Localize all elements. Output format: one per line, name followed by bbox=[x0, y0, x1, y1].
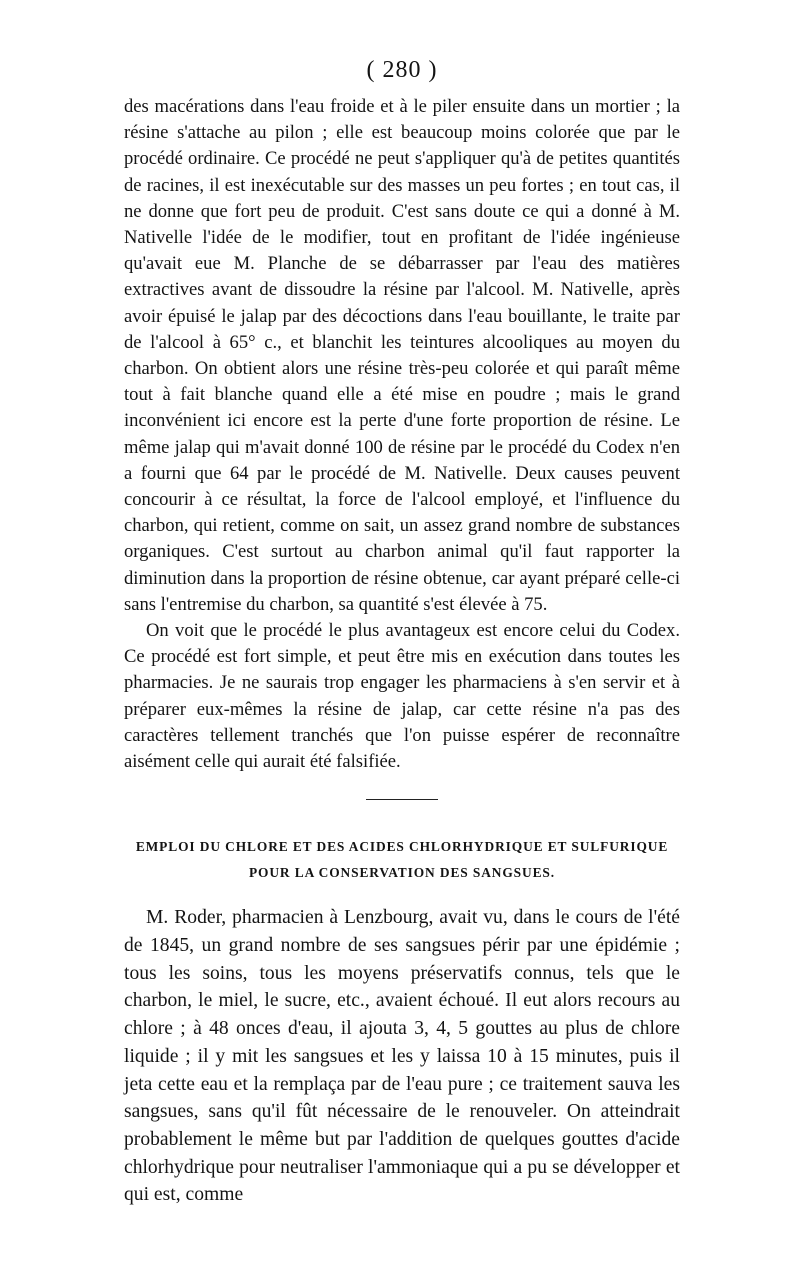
book-page bbox=[124, 56, 680, 1209]
section-heading bbox=[114, 834, 690, 886]
page-number: ( 280 ) bbox=[366, 57, 438, 83]
paragraph-sangsues: M. Roder, pharmacien à Lenzbourg, avait vu, dans le cours de l'été de 1845, un grand nombre de ses sangsues périr par une épidémie ; tous les soins, tous les moyens préservatifs connus, tels que le charbon, le miel, le sucre, etc., avaient échoué. Il eut alors recours au chlore ; à 48 onces d'eau, il ajouta 3, 4, 5 gouttes au plus de chlore liquide ; il y mit les sangsues et les y laissa 10 à 15 minutes, puis il jeta cette eau et la remplaça par de l'eau pure ; ce traitement sauva les sangsues, sans qu'il fût nécessaire de le renouveler. On atteindrait probablement le même but par l'addition de quelques gouttes d'acide chlorhydrique pour neutraliser l'ammoniaque qui a pu se développer et qui est, comme bbox=[124, 907, 680, 1206]
section-heading-line-1: EMPLOI DU CHLORE ET DES ACIDES CHLORHYDRIQUE ET SULFURIQUE bbox=[135, 839, 669, 855]
paragraph-jalap-nativelle: des macérations dans l'eau froide et à le piler ensuite dans un mortier ; la résine s'attache au pilon ; elle est beaucoup moins colorée que par le procédé ordinaire. Ce procédé ne peut s'appliquer qu'à de petites quantités de racines, il est inexécutable sur des masses un peu fortes ; en tout cas, il ne donne que fort peu de produit. C'est sans doute ce qui a donné à M. Nativelle l'idée de le modifier, tout en profitant de l'idée ingénieuse qu'avait eue M. Planche de se débarrasser par l'eau des matières extractives avant de dissoudre la résine par l'alcool. M. Nativelle, après avoir épuisé le jalap par des décoctions dans l'eau bouillante, le traite par de l'alcool à 65° c., et blanchit les teintures alcooliques au moyen du charbon. On obtient alors une résine très-peu colorée et qui paraît même tout à fait blanche quand elle a été mise en poudre ; mais le grand inconvénient ici encore est la perte d'une forte proportion de résine. Le même jalap qui m'avait donné 100 de résine par le procédé du Codex n'en a fourni que 64 par le procédé de M. Nativelle. Deux causes peuvent concourir à ce résultat, la force de l'alcool employé, et l'influence du charbon, qui retient, comme on sait, un assez grand nombre de substances organiques. C'est surtout au charbon animal qu'il faut rapporter la diminution dans la proportion de résine obtenue, car ayant préparé celle-ci sans l'entremise du charbon, sa quantité s'est élevée à 75. bbox=[124, 96, 680, 615]
section-heading-line-2: POUR LA CONSERVATION DES SANGSUES. bbox=[248, 865, 556, 881]
paragraph-codex-conclusion: On voit que le procédé le plus avantageux est encore celui du Codex. Ce procédé est fort simple, et peut être mis en exécution dans toutes les pharmacies. Je ne saurais trop engager les pharmaciens à s'en servir et à préparer eux-mêmes la résine de jalap, car cette résine n'a pas des caractères tellement tranchés que l'on puisse espérer de reconnaître aisément celle qui aurait été falsifiée. bbox=[124, 620, 680, 773]
section-divider bbox=[366, 799, 438, 800]
